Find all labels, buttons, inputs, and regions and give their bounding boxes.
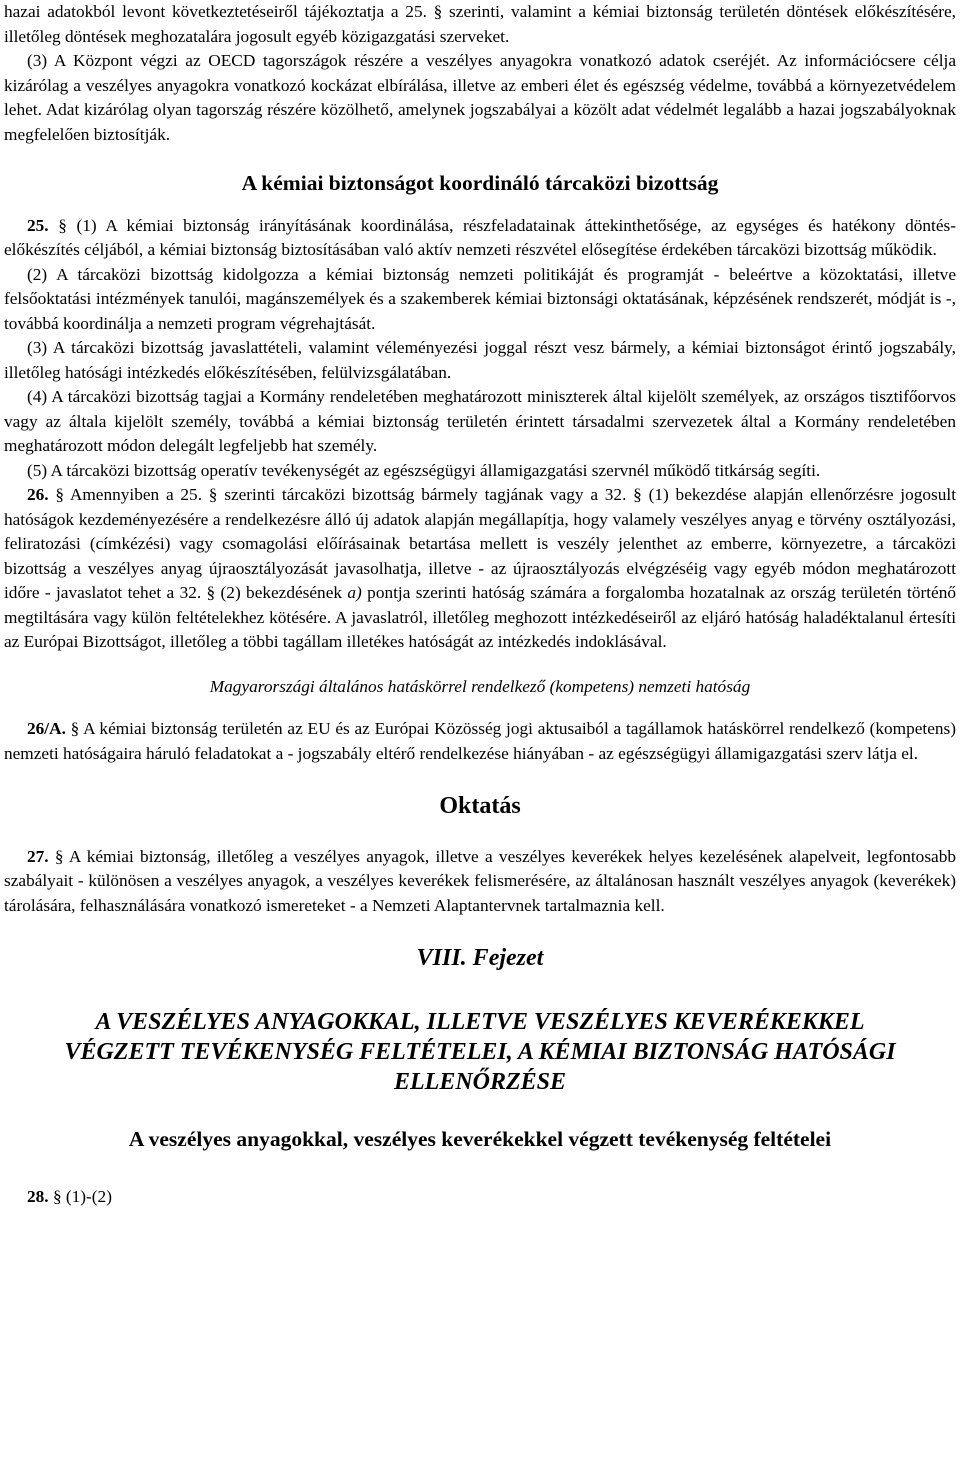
section-25-paragraph-5: (5) A tárcaközi bizottság operatív tevékenységét az egészségügyi államigazgatási szervnél működő titkárság segíti. [27,460,821,480]
section-26-text-b: pontja szerinti hatóság számára a forgalomba hozatalnak az ország területén történő megtiltására vagy külön feltételekhez kötésére. A javaslatról, illetőleg meghozott intézkedéseiről az eljáró hatóság haladéktalanul értesíti az Európai Bizottságot, illetőleg a többi tagállam illetékes hatóságát az intézkedés indoklásával. [4,583,956,651]
section-26-paragraph [4,483,956,655]
chapter-number: VIII. Fejezet [416,945,544,971]
section-26-italic-ref: a) [347,583,362,602]
section-28-paragraph [4,1185,956,1210]
section-27-paragraph [4,845,956,919]
section-25-text: § (1) A kémiai biztonság irányításának koordinálása, részfeladatainak áttekinthetősége, az egységes és hatékony döntés-előkészítés céljából, a kémiai biztonság biztosításában való aktív nemzeti részvétel elősegítése érdekében tárcaközi bizottság működik. [4,215,956,259]
paragraph-top-continuation: hazai adatokból levont következtetéseiről tájékoztatja a 25. § szerinti, valamint a kémiai biztonság területén döntések előkészítésére, illetőleg döntések meghozatalára jogosult egyéb közigazgatási szerveket. [4,2,956,46]
authority-heading: Magyarországi általános hatáskörrel rendelkező (kompetens) nemzeti hatóság [209,676,751,696]
section-25-paragraph-3: (3) A tárcaközi bizottság javaslattételi, valamint véleményezési joggal részt vesz bármely, a kémiai biztonságot érintő jogszabály, illetőleg hatósági intézkedés előkészítésében, felülvizsgálatában. [4,338,956,382]
chapter-title-line: A VESZÉLYES ANYAGOKKAL, ILLETVE VESZÉLYES KEVERÉKEKKEL [95,1008,865,1035]
section-26a-paragraph [4,717,956,766]
paragraph-3-oecd: (3) A Központ végzi az OECD tagországok részére a veszélyes anyagokra vonatkozó adatok cseréjét. Az információcsere célja kizárólag a veszélyes anyagokra vonatkozó kockázat elbírálása, illetve az emberi élet és egészség védelme, továbbá a környezetvédelem lehet. Adat kizárólag olyan tagország részére közölhető, amelynek jogszabályai a közölt adat védelmét legalább a hazai jogszabályoknak megfelelően biztosítják. [4,51,956,144]
section-number: 27. [27,846,49,866]
section-28-text: § (1)-(2) [52,1187,112,1206]
section-number: 26/A. [27,719,66,738]
committee-heading: A kémiai biztonságot koordináló tárcaközi bizottság [241,171,719,195]
section-number: 26. [27,485,49,504]
section-number: 25. [27,215,49,235]
education-heading: Oktatás [439,793,521,819]
section-25-paragraph-4: (4) A tárcaközi bizottság tagjai a Kormány rendeletében meghatározott miniszterek által kijelölt személyek, az országos tisztifőorvos vagy az általa kijelölt személy, továbbá a kémiai biztonság területén érintett társadalmi szervezetek által a Kormány rendeletében meghatározott módon delegált legfeljebb hat személy. [4,387,956,455]
section-25-paragraph-2: (2) A tárcaközi bizottság kidolgozza a kémiai biztonság nemzeti politikáját és programját - beleértve a közoktatási, illetve felsőoktatási intézmények tanulói, magánszemélyek és a szakemberek kémiai biztonsági oktatásának, képzésének rendszerét, módját is -, továbbá koordinálja a nemzeti program végrehajtását. [4,264,956,333]
chapter-title-line: VÉGZETT TEVÉKENYSÉG FELTÉTELEI, A KÉMIAI BIZTONSÁG HATÓSÁGI [64,1038,896,1065]
section-26a-text: § A kémiai biztonság területén az EU és az Európai Közösség jogi aktusaiból a tagállamok hatáskörrel rendelkező (kompetens) nemzeti hatóságaira háruló feladatokat a - jogszabály eltérő rendelkezése hiányában - az egészségügyi államigazgatási szerv látja el. [4,719,956,763]
section-number: 28. [27,1187,49,1206]
chapter-title [4,1007,956,1097]
section-26-text-a: § Amennyiben a 25. § szerinti tárcaközi bizottság bármely tagjának vagy a 32. § (1) bekezdése alapján ellenőrzésre jogosult hatóságok kezdeményezésére a rendelkezésre álló új adatok alapján megállapítja, hogy valamely veszélyes anyag e törvény osztályozási, feliratozási (címkézési) vagy csomagolási előírásainak betartása mellett is veszély jelenthet az emberre, környezetre, a tárcaközi bizottság a veszélyes anyag újraosztályozását javasolhatja, illetve - az újraosztályozás elvégzéséig vagy egyéb módon meghatározott időre - javaslatot tehet a 32. § (2) bekezdésének [4,485,956,602]
section-27-text: § A kémiai biztonság, illetőleg a veszélyes anyagok, illetve a veszélyes keverékek helyes kezelésének alapelveit, legfontosabb szabályait - különösen a veszélyes anyagok, a veszélyes keverékek felismerésére, az általánosan használt veszélyes anyagok (keverékek) tárolására, felhasználására vonatkozó ismereteket - a Nemzeti Alaptantervnek tartalmaznia kell. [4,846,956,915]
chapter-title-line: ELLENŐRZÉSE [393,1068,567,1095]
section-25-paragraph-1 [4,214,956,263]
activity-conditions-heading: A veszélyes anyagokkal, veszélyes keverékekkel végzett tevékenység feltételei [128,1126,832,1151]
